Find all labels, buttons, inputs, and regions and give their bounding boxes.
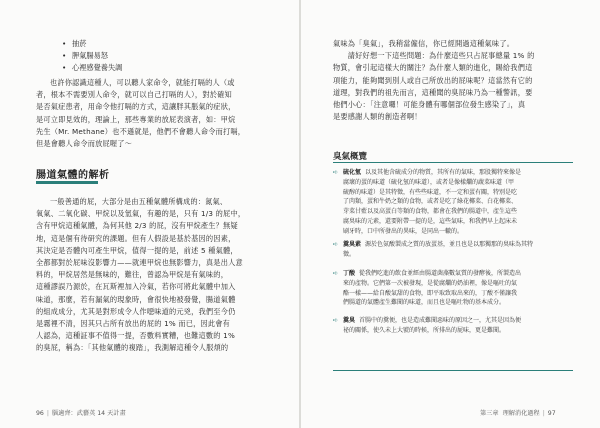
text-line: 硫醇的味道）是其特徵，有些些味道，不一定和蛋有關，特別是吃 xyxy=(343,188,518,196)
text-line: 氣味為「臭氣」，我稍當僱信，你已經開過這種氣味了。 xyxy=(333,39,515,48)
text-line: 人認為，這種証事不值得一提，否數料實糟，也難這數的 1% xyxy=(36,331,235,341)
text-line: 請好好想一下這些問題：為什麼這些只占屁事總量 1% 的 xyxy=(333,51,535,61)
gloss-first-line xyxy=(333,168,573,178)
text-line: 祕的關係，使久未上大號的時候，所排出的屁味，更是難聞。 xyxy=(343,326,506,334)
text-line: 了肉類，蛋和牛奶之類的食物，或者是吃了綠花椰菜、白花椰菜、 xyxy=(343,198,518,206)
text-line: 的臭屁，稱為：「其他氣體的複踏」，我測解這種令人服煩的 xyxy=(36,343,229,353)
list-item: • 胛氣腸易怒 xyxy=(62,50,122,62)
text-line: 們腸道的氣體產生難聞的味道，而且也是嘔吐物的基本成分。 xyxy=(343,299,506,307)
left-page xyxy=(0,0,299,428)
text-line: 全都都對於屁味沒影響力——就連甲烷也無影響力，真是出人意 xyxy=(36,258,243,268)
arrow-right-icon: ➪ xyxy=(333,241,339,248)
gloss-term: 丁酸 xyxy=(343,270,356,277)
gloss-first-line xyxy=(333,240,573,250)
section-heading: 腸道氣體的解析 xyxy=(36,170,110,181)
book-title: 腦適齊：武藝英 14 天計畫 xyxy=(51,410,126,417)
text-line: 這種謬誤乃源於，在瓦斯裡加入冷氣，若你可將此氣體中加入 xyxy=(36,282,236,292)
text-line: 氧氣、二氧化碳、甲烷以及氫氣，有趣的是，只有 1/3 的屁中， xyxy=(36,209,246,219)
text-line: 徵。 xyxy=(343,250,356,258)
body-paragraph xyxy=(36,196,268,355)
text-line: 也許你認識這種人，可以聽人家命令，就能打嗝的人（或 xyxy=(50,78,235,87)
chapter-label: 第三章 xyxy=(480,410,499,417)
heading-underline xyxy=(36,181,98,184)
text-line: 其決定是否體內可產生甲烷，值得一提的是，前述 5 種氣體， xyxy=(36,245,238,255)
text-line: 源於色氨酸製成之質的放蛋基，並且也是以那獨那的臭味為其特 xyxy=(365,241,534,248)
right-footer xyxy=(480,408,556,417)
intro-paragraph xyxy=(36,77,268,150)
text-line: 物質，會引起這樣大的關注？為什麼人類的進化，賜給我們這 xyxy=(333,63,533,73)
gloss-term: 糞臭 xyxy=(343,317,356,324)
gloss-entry-skatole xyxy=(333,240,573,260)
text-line: 道理，對我們的祖先而言，這種聞的臭屁味乃為一種警訊，要 xyxy=(333,87,533,97)
gloss-term: 糞臭素 xyxy=(343,241,362,248)
text-line: 來的產物。它們第一次被發現，是從腐爛的奶油裡，像是嘔吐的氣 xyxy=(343,279,518,287)
gloss-first-line xyxy=(333,269,573,279)
text-line: 首腸中的糞便，也是造成難聞惡味的原因之一，尤其是因為便 xyxy=(359,317,522,324)
text-line: 者，根本不需要別人命令，就可以自己打嗝的人），對於確知 xyxy=(36,90,232,100)
text-line: 含有甲烷這種氣體，為何其他 2/3 的屁，沒有甲烷產生？無疑 xyxy=(36,221,238,231)
page-number: 97 xyxy=(547,410,556,417)
text-line: 以及其他含硫成分的物質，其所有的氣味，那股獨特來像是 xyxy=(365,169,522,176)
text-line: 但是會聽人命令而放屁喔了～ xyxy=(36,139,133,149)
text-line: 酪一樣——給自酸氣甜的食物，即平取致取出來的，丁酸不僅讓我 xyxy=(343,289,518,297)
continued-paragraph xyxy=(333,38,569,123)
text-line: 味道，那麼，若有漏氣的現象時，會很快地被發覺，腸道氣體 xyxy=(36,294,236,304)
sidebar-title: 臭氣概覽 xyxy=(333,152,368,162)
text-line: 他們小心：「注意囉！可能身體有哪個部位發生感染了」，真 xyxy=(333,100,526,110)
left-footer xyxy=(36,408,126,417)
text-line: 先生（Mr. Methane）也不遜就是，他們不會聽人命令而打嗝， xyxy=(36,126,246,136)
sidebar-bottom-rule xyxy=(333,370,573,371)
gloss-entry-feces xyxy=(333,316,573,336)
list-item: • 心裡感覺養失調 xyxy=(62,62,122,74)
bullet-list xyxy=(62,38,122,74)
list-item: • 抽菸 xyxy=(62,38,122,50)
text-line: 料的，甲烷居然是無味的，難往，曾認為甲烷是有氣味的， xyxy=(36,270,229,280)
text-line: 腐臭味的元素，還要附帶一提的是，這些氣味，和我們早上起床未 xyxy=(343,217,518,225)
gloss-entry-hydrogen-sulfide xyxy=(333,168,573,237)
sidebar-top-rule xyxy=(333,162,573,163)
arrow-right-icon: ➪ xyxy=(333,169,339,176)
text-line: 刷牙時，口中所發出的異味，是同出一轍的。 xyxy=(343,227,464,235)
text-line: 一般善通的屁，大部分是由五種氣體所構成的：氮氣、 xyxy=(50,197,228,206)
page-number: 96 xyxy=(36,410,44,417)
text-line: 是可立即見效的，理論上，那些專業的放屁表演者，如：甲烷 xyxy=(36,114,236,124)
footer-separator: | xyxy=(46,410,49,417)
text-line: 地，這是個有待研究的課題。但有人假設是基於基因的因素， xyxy=(36,233,236,243)
text-line: 腐壞的蛋的味道（硫化氫的味道），或者是像樣爛的蔬菜味道（甲 xyxy=(343,178,515,186)
text-line: 是否氣症患者，用命令他打嗝的方式，這讓胖其脹氣的症狀， xyxy=(36,102,236,112)
text-line: 芽菜甘藍以及高蛋白等類的食物，都會在我們的腸道中，產生這些 xyxy=(343,208,518,216)
arrow-right-icon: ➪ xyxy=(333,317,339,324)
text-line: 的組成成分，尤其是對形成令人作噁味道的元兇，我們至今仍 xyxy=(36,306,236,316)
gloss-first-line xyxy=(333,316,573,326)
chapter-title: 理解消化過程 xyxy=(502,410,540,417)
gloss-entry-butyric-acid xyxy=(333,269,573,308)
text-line: 從我們吃進的飲食並經由腸道菌藻數氣質的發酵後，所製造出 xyxy=(359,270,522,277)
gloss-term: 硫化氫 xyxy=(343,169,362,176)
arrow-right-icon: ➪ xyxy=(333,270,339,277)
footer-separator: | xyxy=(542,410,545,417)
text-line: 項能力，能夠聞到別人或自己所放出的屁味呢？這當然有它的 xyxy=(333,75,533,85)
text-line: 是要感謝人類的創造者啊！ xyxy=(333,112,422,122)
text-line: 是霧裡不清，因其只占所有放出的屁的 1% 而已，因此會有 xyxy=(36,319,231,329)
